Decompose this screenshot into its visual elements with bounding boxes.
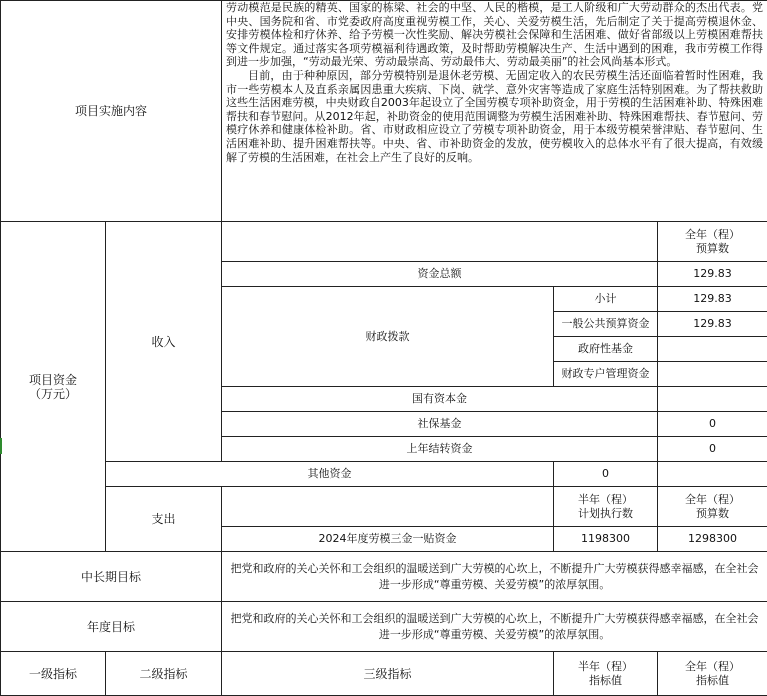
carryover-value: 0 bbox=[658, 437, 767, 462]
half-header: 半年（程） 计划执行数 bbox=[554, 487, 658, 527]
state-capital-value bbox=[658, 387, 767, 412]
fiscal-label: 财政拨款 bbox=[222, 287, 554, 387]
midlong-row bbox=[1, 552, 767, 602]
other-value: 0 bbox=[554, 462, 658, 487]
implementation-label: 项目实施内容 bbox=[1, 1, 222, 222]
expense-header-row bbox=[1, 487, 767, 527]
special-value bbox=[658, 362, 767, 387]
midlong-label: 中长期目标 bbox=[1, 552, 222, 602]
cell-marker bbox=[0, 438, 2, 454]
expense-item-label: 2024年度劳模三金一贴资金 bbox=[222, 527, 554, 552]
total-value: 129.83 bbox=[658, 262, 767, 287]
implementation-row bbox=[1, 1, 767, 222]
annual-goal-label: 年度目标 bbox=[1, 602, 222, 652]
gov-fund-label: 政府性基金 bbox=[554, 337, 658, 362]
other-label: 其他资金 bbox=[106, 462, 554, 487]
expense-annual-value: 1298300 bbox=[658, 527, 767, 552]
funds-header-row bbox=[1, 222, 767, 262]
other-row bbox=[1, 462, 767, 487]
header-blank bbox=[222, 222, 658, 262]
expense-label: 支出 bbox=[106, 487, 222, 552]
annual-goal-text: 把党和政府的关心关怀和工会组织的温暖送到广大劳模的心坎上，不断提升广大劳模获得感幸福感，在全社会进一步形成“尊重劳模、关爱劳模”的浓厚氛围。 bbox=[222, 602, 767, 652]
implementation-para-1: 劳动模范是民族的精英、国家的栋梁、社会的中坚、人民的楷模，是工人阶级和广大劳动群众的杰出代表。党中央、国务院和省、市党委政府高度重视劳模工作，关心、关爱劳模生活，先后制定了关于提高劳模退休金、安排劳模体检和疗休养、给予劳模一次性奖励、解决劳模社会保障和生活困难、做好省部级以上劳模困难帮扶等文件规定。通过落实各项劳模福利待遇政策，及时帮助劳模解决生产、生活中遇到的困难，我市劳模工作得到进一步加强，“劳动最光荣、劳动最崇高、劳动最伟大、劳动最美丽”的社会风尚基本形式。 bbox=[226, 1, 763, 69]
funds-label: 项目资金 （万元） bbox=[1, 222, 106, 552]
implementation-para-2: 目前，由于种种原因，部分劳模特别是退休老劳模、无固定收入的农民劳模生活还面临着暂时性困难，我市一些劳模本人及直系亲属因患重大疾病、下岗、就学、意外灾害等造成了家庭生活特别困难。为了帮扶救助这些生活困难劳模，中央财政自2003年起设立了全国劳模专项补助资金，用于劳模的生活困难补助、特殊困难帮扶和春节慰问。从2012年起，补助资金的使用范围调整为劳模生活困难补助、特殊困难帮扶、春节慰问、劳模疗休养和健康体检补助。省、市财政相应设立了劳模专项补助资金，用于本级劳模荣誉津贴、春节慰问、生活困难补助、提升困难帮扶等。中央、省、市补助资金的发放，使劳模收入的总体水平有了很大提高，有效缓解了劳模的生活困难，在社会上产生了良好的反响。 bbox=[226, 69, 763, 164]
annual-target-header: 全年（程） 指标值 bbox=[658, 652, 767, 696]
expense-annual-header: 全年（程） 预算数 bbox=[658, 487, 767, 527]
half-target-header: 半年（程） 指标值 bbox=[554, 652, 658, 696]
expense-half-value: 1198300 bbox=[554, 527, 658, 552]
level2-header: 二级指标 bbox=[106, 652, 222, 696]
indicator-header-row bbox=[1, 652, 767, 696]
carryover-label: 上年结转资金 bbox=[222, 437, 658, 462]
subtotal-label: 小计 bbox=[554, 287, 658, 312]
midlong-text: 把党和政府的关心关怀和工会组织的温暖送到广大劳模的心坎上，不断提升广大劳模获得感幸福感，在全社会进一步形成“尊重劳模、关爱劳模”的浓厚氛围。 bbox=[222, 552, 767, 602]
annual-header: 全年（程） 预算数 bbox=[658, 222, 767, 262]
expense-header-blank bbox=[222, 487, 554, 527]
general-label: 一般公共预算资金 bbox=[554, 312, 658, 337]
total-label: 资金总额 bbox=[222, 262, 658, 287]
level3-header: 三级指标 bbox=[222, 652, 554, 696]
implementation-text bbox=[222, 1, 767, 222]
subtotal-value: 129.83 bbox=[658, 287, 767, 312]
level1-header: 一级指标 bbox=[1, 652, 106, 696]
state-capital-label: 国有资本金 bbox=[222, 387, 658, 412]
special-label: 财政专户管理资金 bbox=[554, 362, 658, 387]
social-label: 社保基金 bbox=[222, 412, 658, 437]
social-value: 0 bbox=[658, 412, 767, 437]
general-value: 129.83 bbox=[658, 312, 767, 337]
gov-fund-value bbox=[658, 337, 767, 362]
income-label: 收入 bbox=[106, 222, 222, 462]
annual-goal-row bbox=[1, 602, 767, 652]
